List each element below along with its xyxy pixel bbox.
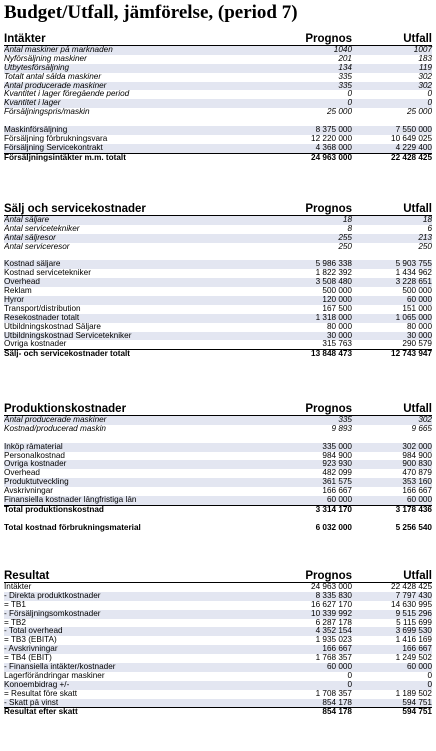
col-utfall-header: Utfall	[403, 403, 432, 415]
table-row	[4, 135, 432, 144]
table-row	[4, 487, 432, 496]
table-row	[4, 82, 432, 91]
row-label: Kostnad servicetekniker	[4, 269, 91, 278]
utfall-value: 60 000	[406, 662, 432, 672]
row-label: Avskrivningar	[4, 487, 53, 496]
prognos-value: 9 893	[331, 423, 352, 433]
prognos-value: 166 667	[322, 486, 352, 496]
prognos-value: 0	[347, 679, 352, 689]
row-label: Kostnad säljare	[4, 260, 61, 269]
prognos-value: 335 000	[322, 441, 352, 451]
utfall-value: 500 000	[402, 286, 432, 296]
utfall-value: 250	[418, 241, 432, 251]
table-row	[4, 340, 432, 349]
utfall-value: 151 000	[402, 303, 432, 313]
table-row	[4, 243, 432, 252]
table-row	[4, 469, 432, 478]
row-label: Overhead	[4, 278, 40, 287]
utfall-value: 302 000	[402, 441, 432, 451]
prognos-value: 923 930	[322, 459, 352, 469]
table-body	[4, 583, 432, 717]
table-row	[4, 323, 432, 332]
prognos-value: 30 000	[326, 330, 352, 340]
section-resultat	[4, 570, 432, 717]
table-row	[4, 505, 432, 515]
prognos-value: 5 986 338	[315, 259, 352, 269]
prognos-value: 18	[342, 215, 352, 224]
row-label: - Direkta produktkostnader	[4, 591, 101, 600]
col-utfall-header: Utfall	[403, 570, 432, 582]
row-label: Total kostnad förbrukningsmaterial	[4, 523, 141, 532]
prognos-value: 315 763	[322, 339, 352, 349]
row-label: Hyror	[4, 296, 25, 305]
table-row	[4, 46, 432, 55]
utfall-value: 0	[427, 670, 432, 680]
utfall-value: 12 743 947	[391, 349, 432, 359]
table-row	[4, 225, 432, 234]
table-row	[4, 269, 432, 278]
section-salj-service	[4, 203, 432, 359]
table-row	[4, 314, 432, 323]
prognos-value: 335	[338, 415, 352, 424]
prognos-value: 16 627 170	[311, 599, 352, 609]
utfall-value: 1 434 962	[395, 268, 432, 278]
row-label: Maskinförsäljning	[4, 126, 68, 135]
table-row	[4, 654, 432, 663]
row-label: Utbildningskostnad Säljare	[4, 322, 101, 331]
utfall-value: 594 751	[402, 707, 432, 717]
row-label: - Försäljningsomkostnader	[4, 609, 101, 618]
prognos-value: 500 000	[322, 286, 352, 296]
row-label: = TB4 (EBIT)	[4, 654, 52, 663]
section-header	[4, 203, 432, 216]
prognos-value: 10 339 992	[311, 608, 352, 618]
utfall-value: 7 797 430	[395, 590, 432, 600]
table-row	[4, 610, 432, 619]
col-utfall-header: Utfall	[403, 203, 432, 215]
row-label: = TB1	[4, 600, 26, 609]
table-row	[4, 460, 432, 469]
table-row	[4, 55, 432, 64]
prognos-value: 120 000	[322, 295, 352, 305]
utfall-value: 5 256 540	[395, 522, 432, 532]
table-row	[4, 234, 432, 243]
prognos-value: 8	[347, 223, 352, 233]
prognos-value: 255	[338, 232, 352, 242]
prognos-value: 335	[338, 71, 352, 81]
table-row	[4, 524, 432, 533]
prognos-value: 4 352 154	[315, 626, 352, 636]
table-row	[4, 425, 432, 434]
utfall-value: 30 000	[406, 330, 432, 340]
prognos-value: 60 000	[326, 662, 352, 672]
row-label: Kvantitet i lager	[4, 99, 61, 108]
table-row	[4, 478, 432, 487]
utfall-value: 1007	[413, 45, 432, 54]
row-label: Försäljning Servicekontrakt	[4, 143, 103, 152]
prognos-value: 24 963 000	[311, 582, 352, 591]
utfall-value: 353 160	[402, 477, 432, 487]
table-row	[4, 699, 432, 708]
row-label: Kvantitet i lager föregående period	[4, 90, 130, 99]
row-label: Utbytesförsäljning	[4, 63, 70, 72]
table-row	[4, 296, 432, 305]
utfall-value: 7 550 000	[395, 125, 432, 135]
table-row	[4, 260, 432, 269]
row-label: - Avskrivningar	[4, 645, 58, 654]
table-row	[4, 73, 432, 82]
utfall-value: 5 903 755	[395, 259, 432, 269]
row-label: Inköp råmaterial	[4, 442, 63, 451]
utfall-value: 4 229 400	[395, 142, 432, 152]
spacer-row	[4, 434, 432, 443]
row-label: Resekostnader totalt	[4, 313, 80, 322]
row-label: - Skatt på vinst	[4, 698, 59, 707]
prognos-value: 166 667	[322, 644, 352, 654]
table-row	[4, 305, 432, 314]
utfall-value: 5 115 699	[396, 617, 432, 627]
table-row	[4, 601, 432, 610]
row-label: = TB2	[4, 618, 26, 627]
prognos-value: 1 708 357	[315, 688, 352, 698]
utfall-value: 302	[418, 415, 432, 424]
utfall-value: 1 065 000	[395, 312, 432, 322]
table-row	[4, 645, 432, 654]
row-label: = Resultat före skatt	[4, 689, 78, 698]
prognos-value: 984 900	[322, 450, 352, 460]
row-label: Antal serviceresor	[4, 242, 70, 251]
prognos-value: 80 000	[326, 321, 352, 331]
prognos-value: 361 575	[322, 477, 352, 487]
prognos-value: 8 375 000	[315, 125, 352, 135]
prognos-value: 13 848 473	[311, 349, 352, 359]
utfall-value: 22 428 425	[391, 582, 432, 591]
prognos-value: 0	[347, 98, 352, 108]
utfall-value: 9 665	[411, 423, 432, 433]
table-row	[4, 672, 432, 681]
prognos-value: 4 368 000	[315, 142, 352, 152]
prognos-value: 134	[338, 62, 352, 72]
row-label: Totalt antal sålda maskiner	[4, 72, 102, 81]
row-label: Försäljning förbrukningsvara	[4, 134, 108, 143]
table-row	[4, 287, 432, 296]
table-row	[4, 663, 432, 672]
table-row	[4, 99, 432, 108]
table-row	[4, 627, 432, 636]
spacer-row	[4, 117, 432, 126]
utfall-value: 6	[427, 223, 432, 233]
prognos-value: 201	[338, 53, 352, 63]
section-title: Intäkter	[4, 33, 46, 45]
row-label: Total produktionskostnad	[4, 505, 104, 514]
utfall-value: 302	[418, 80, 432, 90]
row-label: Transport/distribution	[4, 304, 81, 313]
utfall-value: 900 830	[402, 459, 432, 469]
utfall-value: 470 879	[402, 468, 432, 478]
row-label: Sälj- och servicekostnader totalt	[4, 350, 131, 359]
col-prognos-header: Prognos	[305, 403, 352, 415]
utfall-value: 1 189 502	[395, 688, 432, 698]
table-row	[4, 332, 432, 341]
table-row	[4, 144, 432, 153]
row-label: Försäljningsintäkter m.m. totalt	[4, 153, 126, 162]
row-label: Lagerförändringar maskiner	[4, 671, 105, 680]
table-row	[4, 583, 432, 592]
table-row	[4, 64, 432, 73]
row-label: Konoembidrag +/-	[4, 680, 70, 689]
spacer-row	[4, 515, 432, 524]
row-label: - Total overhead	[4, 627, 63, 636]
section-title: Resultat	[4, 570, 50, 582]
row-label: Nyförsäljning maskiner	[4, 54, 87, 63]
section-header	[4, 33, 432, 46]
prognos-value: 250	[338, 241, 352, 251]
prognos-value: 1 318 000	[315, 312, 352, 322]
utfall-value: 1 249 502	[395, 653, 432, 663]
row-label: Antal servicetekniker	[4, 224, 80, 233]
row-label: Intäkter	[4, 583, 32, 591]
utfall-value: 166 667	[402, 486, 432, 496]
utfall-value: 594 751	[402, 697, 432, 707]
table-row	[4, 126, 432, 135]
table-row	[4, 619, 432, 628]
prognos-value: 8 335 830	[315, 590, 352, 600]
table-row	[4, 636, 432, 645]
prognos-value: 0	[347, 670, 352, 680]
prognos-value: 1 935 023	[315, 635, 352, 645]
section-title: Produktionskostnader	[4, 403, 127, 415]
prognos-value: 1 768 357	[315, 653, 352, 663]
utfall-value: 18	[422, 215, 432, 224]
utfall-value: 10 649 025	[391, 133, 432, 143]
spacer-row	[4, 252, 432, 261]
prognos-value: 335	[338, 80, 352, 90]
col-prognos-header: Prognos	[305, 203, 352, 215]
table-body	[4, 46, 432, 163]
row-label: Antal säljare	[4, 216, 50, 224]
prognos-value: 6 032 000	[315, 522, 352, 532]
table-row	[4, 349, 432, 359]
utfall-value: 213	[418, 232, 432, 242]
table-row	[4, 153, 432, 163]
table-row	[4, 496, 432, 505]
prognos-value: 0	[347, 89, 352, 99]
prognos-value: 25 000	[326, 107, 352, 117]
section-header	[4, 403, 432, 416]
row-label: Övriga kostnader	[4, 460, 67, 469]
utfall-value: 3 228 651	[395, 277, 432, 287]
row-label: Resultat efter skatt	[4, 708, 78, 717]
table-row	[4, 108, 432, 117]
table-row	[4, 90, 432, 99]
utfall-value: 119	[418, 62, 432, 72]
col-utfall-header: Utfall	[403, 33, 432, 45]
prognos-value: 12 220 000	[311, 133, 352, 143]
row-label: Antal säljresor	[4, 233, 56, 242]
utfall-value: 0	[427, 98, 432, 108]
table-row	[4, 216, 432, 225]
utfall-value: 984 900	[402, 450, 432, 460]
utfall-value: 290 579	[402, 339, 432, 349]
prognos-value: 6 287 178	[315, 617, 352, 627]
utfall-value: 3 699 530	[395, 626, 432, 636]
row-label: = TB3 (EBITA)	[4, 636, 57, 645]
utfall-value: 302	[418, 71, 432, 81]
row-label: Reklam	[4, 287, 32, 296]
table-row	[4, 443, 432, 452]
prognos-value: 24 963 000	[311, 152, 352, 162]
utfall-value: 183	[418, 53, 432, 63]
table-row	[4, 690, 432, 699]
utfall-value: 1 416 169	[395, 635, 432, 645]
section-intakter	[4, 33, 432, 163]
prognos-value: 482 099	[322, 468, 352, 478]
row-label: Produktutveckling	[4, 478, 69, 487]
utfall-value: 60 000	[406, 295, 432, 305]
utfall-value: 3 178 436	[395, 504, 432, 514]
prognos-value: 854 178	[322, 697, 352, 707]
section-produktion	[4, 403, 432, 533]
utfall-value: 80 000	[406, 321, 432, 331]
row-label: Övriga kostnader	[4, 340, 67, 349]
prognos-value: 1 822 392	[315, 268, 352, 278]
table-row	[4, 592, 432, 601]
prognos-value: 3 508 480	[315, 277, 352, 287]
page-title: Budget/Utfall, jämförelse, (period 7)	[4, 2, 298, 23]
section-title: Sälj och servicekostnader	[4, 203, 146, 215]
col-prognos-header: Prognos	[305, 33, 352, 45]
prognos-value: 854 178	[322, 707, 352, 717]
row-label: Antal maskiner på marknaden	[4, 46, 113, 54]
section-header	[4, 570, 432, 583]
prognos-value: 1040	[333, 45, 352, 54]
prognos-value: 167 500	[322, 303, 352, 313]
col-prognos-header: Prognos	[305, 570, 352, 582]
row-label: Utbildningskostnad Servicetekniker	[4, 331, 132, 340]
table-body	[4, 216, 432, 359]
table-row	[4, 681, 432, 690]
utfall-value: 0	[427, 89, 432, 99]
prognos-value: 3 314 170	[315, 504, 352, 514]
utfall-value: 14 630 995	[391, 599, 432, 609]
row-label: Försäljningspris/maskin	[4, 108, 90, 117]
row-label: - Finansiella intäkter/kostnader	[4, 663, 116, 672]
utfall-value: 60 000	[406, 495, 432, 505]
row-label: Kostnad/producerad maskin	[4, 424, 106, 433]
table-row	[4, 707, 432, 717]
table-row	[4, 416, 432, 425]
row-label: Personalkostnad	[4, 451, 65, 460]
utfall-value: 22 428 425	[391, 152, 432, 162]
table-row	[4, 278, 432, 287]
utfall-value: 166 667	[402, 644, 432, 654]
table-row	[4, 452, 432, 461]
utfall-value: 0	[427, 679, 432, 689]
prognos-value: 60 000	[326, 495, 352, 505]
row-label: Finansiella kostnader långfristiga lån	[4, 496, 137, 505]
row-label: Antal producerade maskiner	[4, 81, 107, 90]
table-body	[4, 416, 432, 533]
row-label: Overhead	[4, 469, 40, 478]
utfall-value: 9 515 296	[395, 608, 432, 618]
row-label: Antal producerade maskiner	[4, 416, 107, 424]
utfall-value: 25 000	[406, 107, 432, 117]
